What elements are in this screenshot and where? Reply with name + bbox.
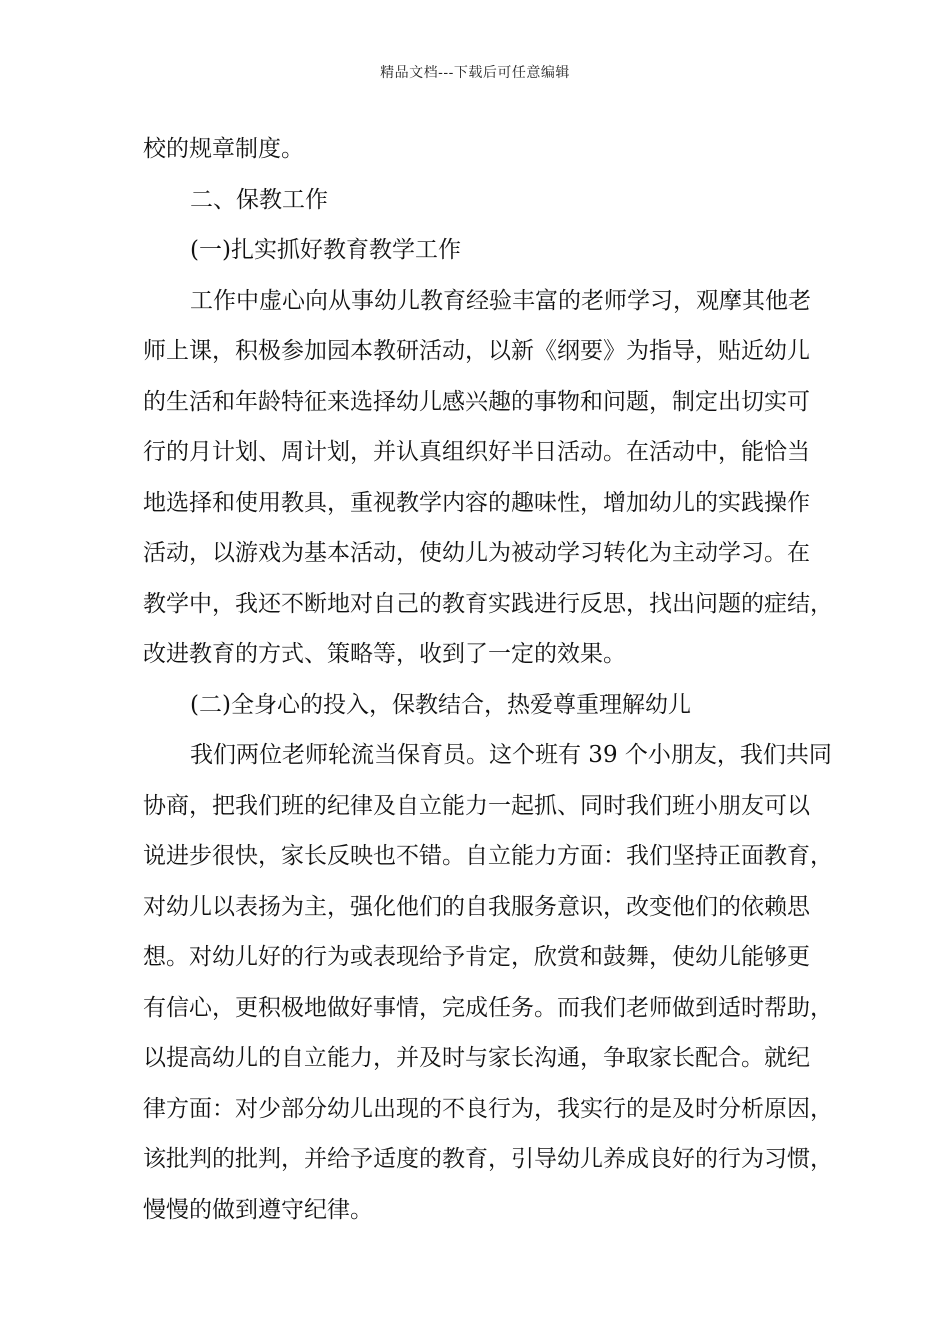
- paragraph-line: 慢慢的做到遵守纪律。: [143, 1196, 373, 1223]
- paragraph-line: 有信心，更积极地做好事情，完成任务。而我们老师做到适时帮助，: [143, 994, 833, 1021]
- paragraph-line: 改进教育的方式、策略等，收到了一定的效果。: [143, 641, 626, 667]
- paragraph-line: 地选择和使用教具，重视教学内容的趣味性，增加幼儿的实践操作: [143, 489, 810, 516]
- paragraph-line: 想。对幼儿好的行为或表现给予肯定，欣赏和鼓舞，使幼儿能够更: [143, 944, 810, 970]
- paragraph-line: 师上课，积极参加园本教研活动，以新《纲要》为指导，贴近幼儿: [143, 338, 810, 364]
- paragraph-line: 律方面：对少部分幼儿出现的不良行为，我实行的是及时分析原因，: [143, 1095, 833, 1122]
- paragraph-line: 教学中，我还不断地对自己的教育实践进行反思，找出问题的症结，: [143, 590, 833, 617]
- paragraph-line: 我们两位老师轮流当保育员。这个班有 39 个小朋友，我们共同: [190, 742, 832, 768]
- paragraph-line: 对幼儿以表扬为主，强化他们的自我服务意识，改变他们的依赖思: [143, 893, 810, 920]
- text-line: 校的规章制度。: [143, 136, 304, 162]
- subsection-heading: (一)扎实抓好教育教学工作: [190, 237, 461, 263]
- section-heading: 二、保教工作: [190, 186, 328, 213]
- subsection-heading: (二)全身心的投入，保教结合，热爱尊重理解幼儿: [190, 691, 691, 718]
- page-header: 精品文档---下载后可任意编辑: [380, 65, 570, 81]
- paragraph-line: 工作中虚心向从事幼儿教育经验丰富的老师学习，观摩其他老: [190, 287, 811, 314]
- paragraph-line: 行的月计划、周计划，并认真组织好半日活动。在活动中，能恰当: [143, 439, 810, 465]
- paragraph-line: 的生活和年龄特征来选择幼儿感兴趣的事物和问题，制定出切实可: [143, 388, 810, 415]
- paragraph-line: 该批判的批判，并给予适度的教育，引导幼儿养成良好的行为习惯，: [143, 1146, 833, 1172]
- paragraph-line: 活动，以游戏为基本活动，使幼儿为被动学习转化为主动学习。在: [143, 540, 810, 566]
- paragraph-line: 以提高幼儿的自立能力，并及时与家长沟通，争取家长配合。就纪: [143, 1045, 810, 1071]
- paragraph-line: 说进步很快，家长反映也不错。自立能力方面：我们坚持正面教育，: [143, 843, 833, 869]
- paragraph-line: 协商，把我们班的纪律及自立能力一起抓、同时我们班小朋友可以: [143, 792, 810, 819]
- document-body: [143, 124, 833, 1235]
